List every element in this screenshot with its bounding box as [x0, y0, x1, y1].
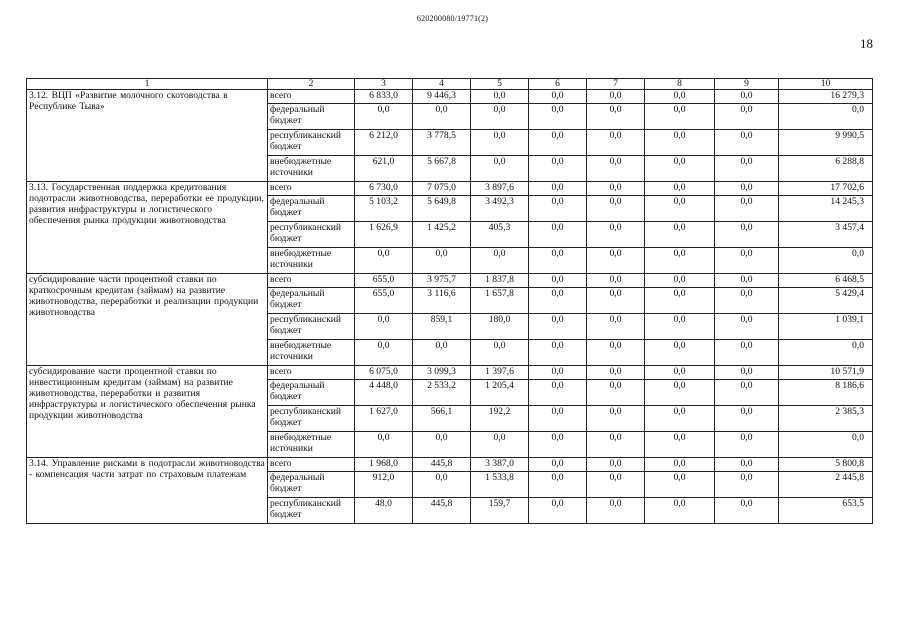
value-cell: 445,8	[413, 458, 471, 472]
value-cell: 1 837,8	[471, 274, 529, 288]
value-cell: 0,0	[645, 314, 715, 340]
value-cell: 0,0	[355, 314, 413, 340]
value-cell: 0,0	[715, 130, 779, 156]
funding-source: республиканский бюджет	[268, 130, 355, 156]
value-cell: 0,0	[529, 406, 587, 432]
value-cell: 0,0	[355, 340, 413, 366]
value-cell: 1 626,9	[355, 222, 413, 248]
table-row	[27, 274, 873, 288]
value-cell: 3 387,0	[471, 458, 529, 472]
value-cell: 1 657,8	[471, 288, 529, 314]
table-row	[27, 182, 873, 196]
value-cell: 0,0	[413, 104, 471, 130]
value-cell: 1 397,6	[471, 366, 529, 380]
value-cell: 0,0	[587, 366, 645, 380]
value-cell: 0,0	[413, 248, 471, 274]
budget-table	[26, 78, 873, 524]
value-cell: 0,0	[645, 222, 715, 248]
value-cell: 0,0	[645, 472, 715, 498]
value-cell: 0,0	[587, 458, 645, 472]
value-cell: 0,0	[779, 340, 873, 366]
value-cell: 6 075,0	[355, 366, 413, 380]
funding-source: всего	[268, 458, 355, 472]
value-cell: 0,0	[715, 314, 779, 340]
value-cell: 0,0	[587, 274, 645, 288]
funding-source: всего	[268, 274, 355, 288]
table-row	[27, 90, 873, 104]
value-cell: 6 833,0	[355, 90, 413, 104]
value-cell: 0,0	[715, 182, 779, 196]
funding-source: федеральный бюджет	[268, 472, 355, 498]
value-cell: 10 571,9	[779, 366, 873, 380]
value-cell: 0,0	[471, 104, 529, 130]
value-cell: 0,0	[587, 314, 645, 340]
value-cell: 0,0	[645, 182, 715, 196]
value-cell: 9 446,3	[413, 90, 471, 104]
value-cell: 0,0	[715, 432, 779, 458]
program-title: субсидирование части процентной ставки по краткосрочным кредитам (займам) на развитие животноводства, переработки и реализации продукции животноводства	[27, 274, 268, 366]
value-cell: 0,0	[413, 432, 471, 458]
column-number: 5	[471, 79, 529, 90]
value-cell: 2 445,8	[779, 472, 873, 498]
value-cell: 0,0	[355, 248, 413, 274]
value-cell: 5 429,4	[779, 288, 873, 314]
funding-source: федеральный бюджет	[268, 380, 355, 406]
value-cell: 445,8	[413, 498, 471, 524]
value-cell: 17 702,6	[779, 182, 873, 196]
value-cell: 0,0	[779, 104, 873, 130]
document-code: 620200080/19771(2)	[416, 14, 489, 23]
value-cell: 0,0	[471, 432, 529, 458]
value-cell: 3 492,3	[471, 196, 529, 222]
value-cell: 5 667,8	[413, 156, 471, 182]
value-cell: 0,0	[715, 380, 779, 406]
value-cell: 5 800,8	[779, 458, 873, 472]
value-cell: 0,0	[529, 274, 587, 288]
value-cell: 5 649,8	[413, 196, 471, 222]
value-cell: 0,0	[529, 366, 587, 380]
value-cell: 6 468,5	[779, 274, 873, 288]
value-cell: 912,0	[355, 472, 413, 498]
value-cell: 0,0	[645, 104, 715, 130]
value-cell: 0,0	[645, 156, 715, 182]
value-cell: 859,1	[413, 314, 471, 340]
value-cell: 0,0	[587, 248, 645, 274]
value-cell: 0,0	[715, 222, 779, 248]
value-cell: 0,0	[471, 156, 529, 182]
value-cell: 0,0	[587, 222, 645, 248]
value-cell: 2 385,3	[779, 406, 873, 432]
value-cell: 0,0	[715, 156, 779, 182]
value-cell: 0,0	[645, 288, 715, 314]
column-number: 10	[779, 79, 873, 90]
value-cell: 0,0	[471, 130, 529, 156]
value-cell: 1 425,2	[413, 222, 471, 248]
value-cell: 192,2	[471, 406, 529, 432]
value-cell: 3 116,6	[413, 288, 471, 314]
value-cell: 0,0	[529, 104, 587, 130]
funding-source: республиканский бюджет	[268, 406, 355, 432]
value-cell: 0,0	[587, 406, 645, 432]
value-cell: 0,0	[529, 196, 587, 222]
value-cell: 0,0	[645, 340, 715, 366]
funding-source: федеральный бюджет	[268, 196, 355, 222]
value-cell: 0,0	[529, 248, 587, 274]
value-cell: 0,0	[715, 458, 779, 472]
value-cell: 0,0	[587, 498, 645, 524]
value-cell: 0,0	[645, 130, 715, 156]
value-cell: 1 627,0	[355, 406, 413, 432]
value-cell: 0,0	[587, 472, 645, 498]
value-cell: 0,0	[471, 90, 529, 104]
value-cell: 0,0	[715, 366, 779, 380]
value-cell: 0,0	[529, 288, 587, 314]
value-cell: 0,0	[715, 196, 779, 222]
value-cell: 2 533,2	[413, 380, 471, 406]
value-cell: 0,0	[645, 380, 715, 406]
column-number: 3	[355, 79, 413, 90]
value-cell: 0,0	[645, 248, 715, 274]
value-cell: 0,0	[529, 314, 587, 340]
funding-source: всего	[268, 182, 355, 196]
value-cell: 6 288,8	[779, 156, 873, 182]
column-number: 6	[529, 79, 587, 90]
funding-source: всего	[268, 90, 355, 104]
value-cell: 0,0	[529, 380, 587, 406]
funding-source: всего	[268, 366, 355, 380]
value-cell: 159,7	[471, 498, 529, 524]
value-cell: 0,0	[715, 104, 779, 130]
value-cell: 0,0	[645, 90, 715, 104]
value-cell: 0,0	[529, 458, 587, 472]
value-cell: 7 075,0	[413, 182, 471, 196]
value-cell: 0,0	[715, 288, 779, 314]
value-cell: 655,0	[355, 288, 413, 314]
value-cell: 0,0	[355, 432, 413, 458]
column-number: 2	[268, 79, 355, 90]
value-cell: 3 099,3	[413, 366, 471, 380]
value-cell: 0,0	[715, 274, 779, 288]
value-cell: 0,0	[587, 340, 645, 366]
value-cell: 0,0	[529, 130, 587, 156]
value-cell: 0,0	[587, 196, 645, 222]
funding-source: федеральный бюджет	[268, 288, 355, 314]
value-cell: 6 730,0	[355, 182, 413, 196]
value-cell: 0,0	[587, 104, 645, 130]
value-cell: 0,0	[529, 340, 587, 366]
value-cell: 48,0	[355, 498, 413, 524]
funding-source: республиканский бюджет	[268, 314, 355, 340]
value-cell: 0,0	[645, 406, 715, 432]
page-number: 18	[860, 36, 873, 51]
value-cell: 0,0	[645, 366, 715, 380]
value-cell: 0,0	[645, 458, 715, 472]
value-cell: 0,0	[529, 498, 587, 524]
funding-source: федеральный бюджет	[268, 104, 355, 130]
column-number: 1	[27, 79, 268, 90]
value-cell: 3 975,7	[413, 274, 471, 288]
value-cell: 0,0	[529, 432, 587, 458]
value-cell: 0,0	[587, 182, 645, 196]
value-cell: 3 778,5	[413, 130, 471, 156]
value-cell: 1 039,1	[779, 314, 873, 340]
value-cell: 3 897,6	[471, 182, 529, 196]
value-cell: 0,0	[587, 288, 645, 314]
value-cell: 16 279,3	[779, 90, 873, 104]
value-cell: 0,0	[413, 472, 471, 498]
funding-source: республиканский бюджет	[268, 498, 355, 524]
value-cell: 0,0	[715, 90, 779, 104]
value-cell: 1 533,8	[471, 472, 529, 498]
value-cell: 0,0	[645, 498, 715, 524]
value-cell: 0,0	[529, 222, 587, 248]
value-cell: 0,0	[715, 406, 779, 432]
funding-source: внебюджетные источники	[268, 248, 355, 274]
value-cell: 621,0	[355, 156, 413, 182]
value-cell: 0,0	[645, 274, 715, 288]
value-cell: 0,0	[779, 248, 873, 274]
funding-source: внебюджетные источники	[268, 156, 355, 182]
value-cell: 0,0	[645, 432, 715, 458]
column-number: 7	[587, 79, 645, 90]
value-cell: 1 205,4	[471, 380, 529, 406]
value-cell: 1 968,0	[355, 458, 413, 472]
value-cell: 0,0	[715, 248, 779, 274]
value-cell: 180,0	[471, 314, 529, 340]
value-cell: 0,0	[715, 340, 779, 366]
value-cell: 0,0	[529, 472, 587, 498]
value-cell: 0,0	[471, 248, 529, 274]
program-title: 3.14. Управление рисками в подотрасли животноводства - компенсация части затрат по страховым платежам	[27, 458, 268, 524]
value-cell: 0,0	[587, 432, 645, 458]
table-row	[27, 366, 873, 380]
value-cell: 3 457,4	[779, 222, 873, 248]
value-cell: 405,3	[471, 222, 529, 248]
column-number: 4	[413, 79, 471, 90]
funding-source: республиканский бюджет	[268, 222, 355, 248]
value-cell: 0,0	[587, 380, 645, 406]
program-title: 3.12. ВЦП «Развитие молочного скотоводства в Республике Тыва»	[27, 90, 268, 182]
program-title: 3.13. Государственная поддержка кредитования подотрасли животноводства, переработки ее продукции, развития инфраструктуры и логистического обеспечения рынка продукции животноводства	[27, 182, 268, 274]
value-cell: 0,0	[587, 130, 645, 156]
value-cell: 0,0	[715, 498, 779, 524]
value-cell: 4 448,0	[355, 380, 413, 406]
value-cell: 9 990,5	[779, 130, 873, 156]
value-cell: 5 103,2	[355, 196, 413, 222]
value-cell: 6 212,0	[355, 130, 413, 156]
program-title: субсидирование части процентной ставки по инвестиционным кредитам (займам) на развитие животноводства, переработки и развития инфраструктуры и логистического обеспечения рынка продукции животноводства	[27, 366, 268, 458]
value-cell: 0,0	[471, 340, 529, 366]
value-cell: 566,1	[413, 406, 471, 432]
funding-source: внебюджетные источники	[268, 432, 355, 458]
value-cell: 0,0	[645, 196, 715, 222]
value-cell: 0,0	[779, 432, 873, 458]
funding-source: внебюджетные источники	[268, 340, 355, 366]
value-cell: 0,0	[355, 104, 413, 130]
value-cell: 655,0	[355, 274, 413, 288]
value-cell: 8 186,6	[779, 380, 873, 406]
column-number: 9	[715, 79, 779, 90]
value-cell: 14 245,3	[779, 196, 873, 222]
value-cell: 0,0	[529, 156, 587, 182]
table-row	[27, 458, 873, 472]
value-cell: 0,0	[413, 340, 471, 366]
value-cell: 0,0	[715, 472, 779, 498]
column-number-row	[27, 79, 873, 90]
value-cell: 0,0	[529, 182, 587, 196]
value-cell: 653,5	[779, 498, 873, 524]
value-cell: 0,0	[529, 90, 587, 104]
value-cell: 0,0	[587, 90, 645, 104]
column-number: 8	[645, 79, 715, 90]
value-cell: 0,0	[587, 156, 645, 182]
